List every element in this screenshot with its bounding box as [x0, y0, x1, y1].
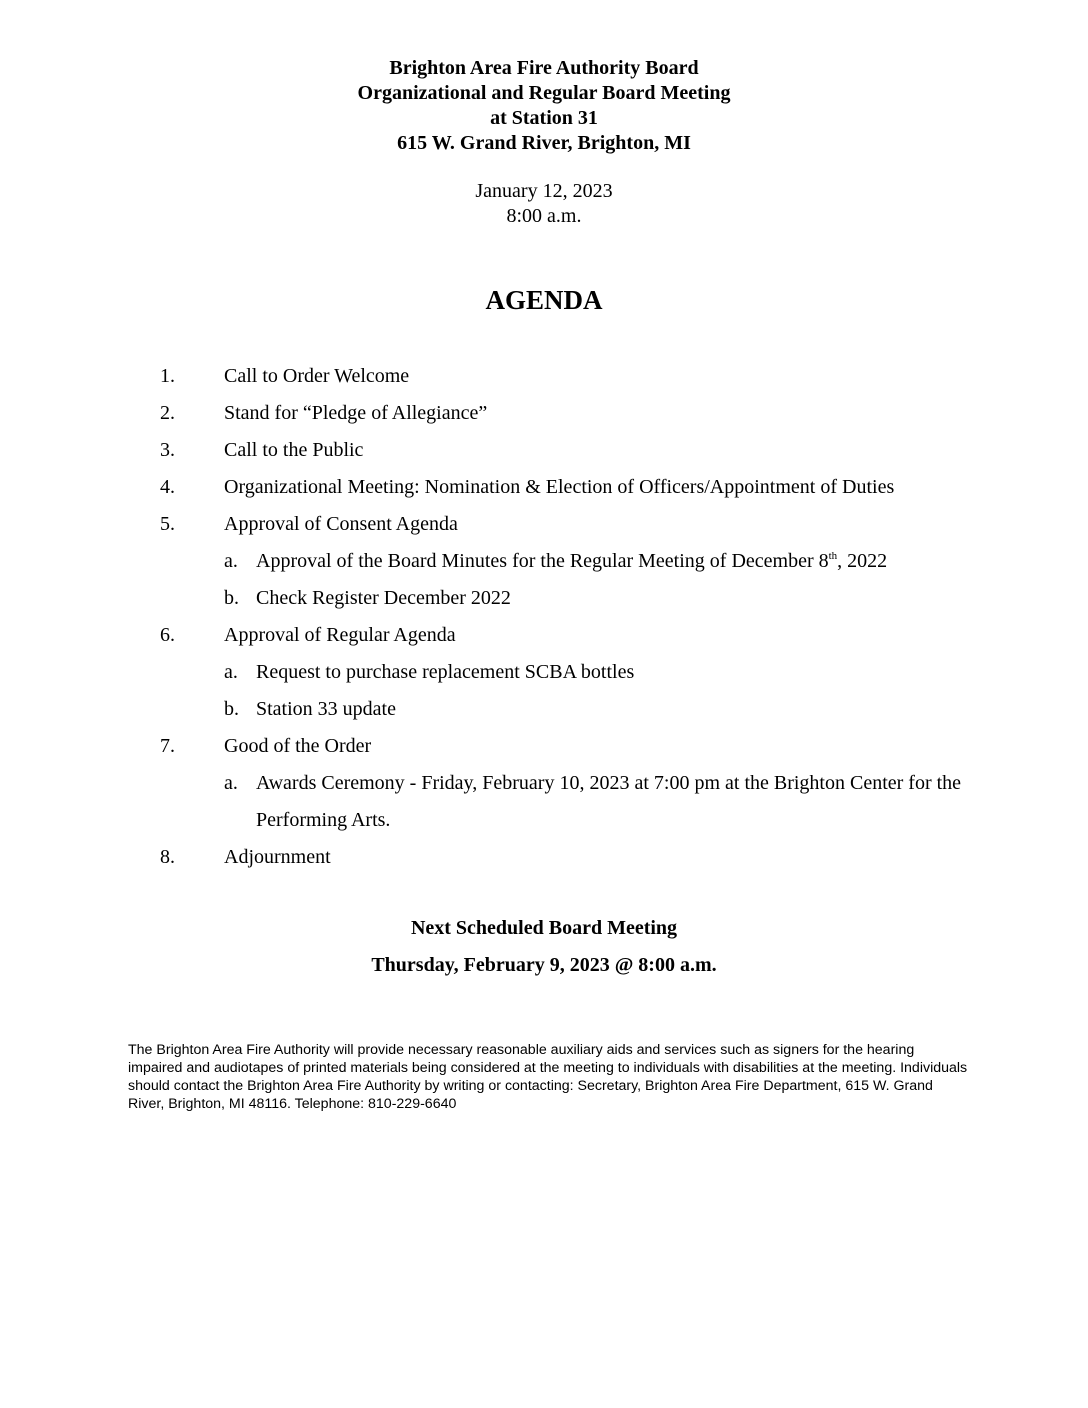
item-number: 2. [160, 402, 175, 424]
meeting-type: Organizational and Regular Board Meeting [357, 82, 731, 104]
subitem-text-main: Approval of the Board Minutes for the Regular Meeting of December 8 [256, 550, 829, 572]
meeting-date: January 12, 2023 [475, 180, 613, 202]
agenda-subitem [0, 547, 1088, 584]
agenda-item [0, 732, 1088, 769]
subitem-text [256, 547, 887, 575]
agenda-item [0, 621, 1088, 658]
subitem-letter: b. [224, 698, 239, 720]
agenda-item [0, 510, 1088, 547]
item-text: Call to the Public [224, 439, 364, 461]
meeting-location: at Station 31 [490, 107, 598, 129]
item-text: Approval of Regular Agenda [224, 624, 456, 646]
item-number: 5. [160, 513, 175, 535]
organization-name: Brighton Area Fire Authority Board [389, 57, 699, 79]
meeting-address: 615 W. Grand River, Brighton, MI [397, 132, 691, 154]
subitem-letter: b. [224, 587, 239, 609]
accessibility-notice: The Brighton Area Fire Authority will provide necessary reasonable auxiliary aids and services such as signers for the hearing impaired and audiotapes of printed materials being considered at the meeting to individuals with disabilities at the meeting. Individuals should contact the Brighton Area Fire Authority by writing or contacting: Secretary, Brighton Area Fire Department, 615 W. Grand River, Brighton, MI 48116. Telephone: 810-229-6640 [128, 1042, 968, 1112]
subitem-text: Check Register December 2022 [256, 587, 511, 609]
agenda-subitem [0, 658, 1088, 695]
ordinal-suffix: th [828, 550, 838, 562]
agenda-list [0, 362, 1088, 880]
subitem-letter: a. [224, 550, 238, 572]
item-text: Approval of Consent Agenda [224, 513, 458, 535]
agenda-item [0, 843, 1088, 880]
item-number: 6. [160, 624, 175, 646]
next-meeting [0, 914, 1088, 988]
agenda-item [0, 436, 1088, 473]
meeting-time: 8:00 a.m. [506, 205, 582, 227]
subitem-letter: a. [224, 661, 238, 683]
document-header [0, 56, 1088, 156]
item-number: 3. [160, 439, 175, 461]
agenda-subitem [0, 769, 1088, 843]
agenda-subitem [0, 584, 1088, 621]
item-number: 7. [160, 735, 175, 757]
subitem-letter: a. [224, 772, 238, 794]
item-text: Good of the Order [224, 735, 372, 757]
agenda-item [0, 399, 1088, 436]
subitem-text: Request to purchase replacement SCBA bottles [256, 661, 635, 683]
subitem-text: Station 33 update [256, 698, 396, 720]
meeting-datetime [0, 179, 1088, 229]
item-number: 8. [160, 846, 175, 868]
item-number: 1. [160, 365, 175, 387]
next-meeting-heading: Next Scheduled Board Meeting [410, 917, 678, 939]
next-meeting-datetime: Thursday, February 9, 2023 @ 8:00 a.m. [371, 954, 717, 976]
subitem-text-year: , 2022 [837, 550, 888, 572]
agenda-item [0, 473, 1088, 510]
agenda-item [0, 362, 1088, 399]
item-text: Stand for “Pledge of Allegiance” [224, 402, 488, 424]
item-text: Call to Order Welcome [224, 365, 410, 387]
agenda-title: AGENDA [485, 285, 603, 315]
item-text: Organizational Meeting: Nomination & Election of Officers/Appointment of Duties [224, 476, 895, 498]
subitem-text: Awards Ceremony - Friday, February 10, 2023 at 7:00 pm at the Brighton Center for the Performing Arts. [256, 772, 962, 831]
agenda-subitem [0, 695, 1088, 732]
item-text: Adjournment [224, 846, 331, 868]
item-number: 4. [160, 476, 175, 498]
